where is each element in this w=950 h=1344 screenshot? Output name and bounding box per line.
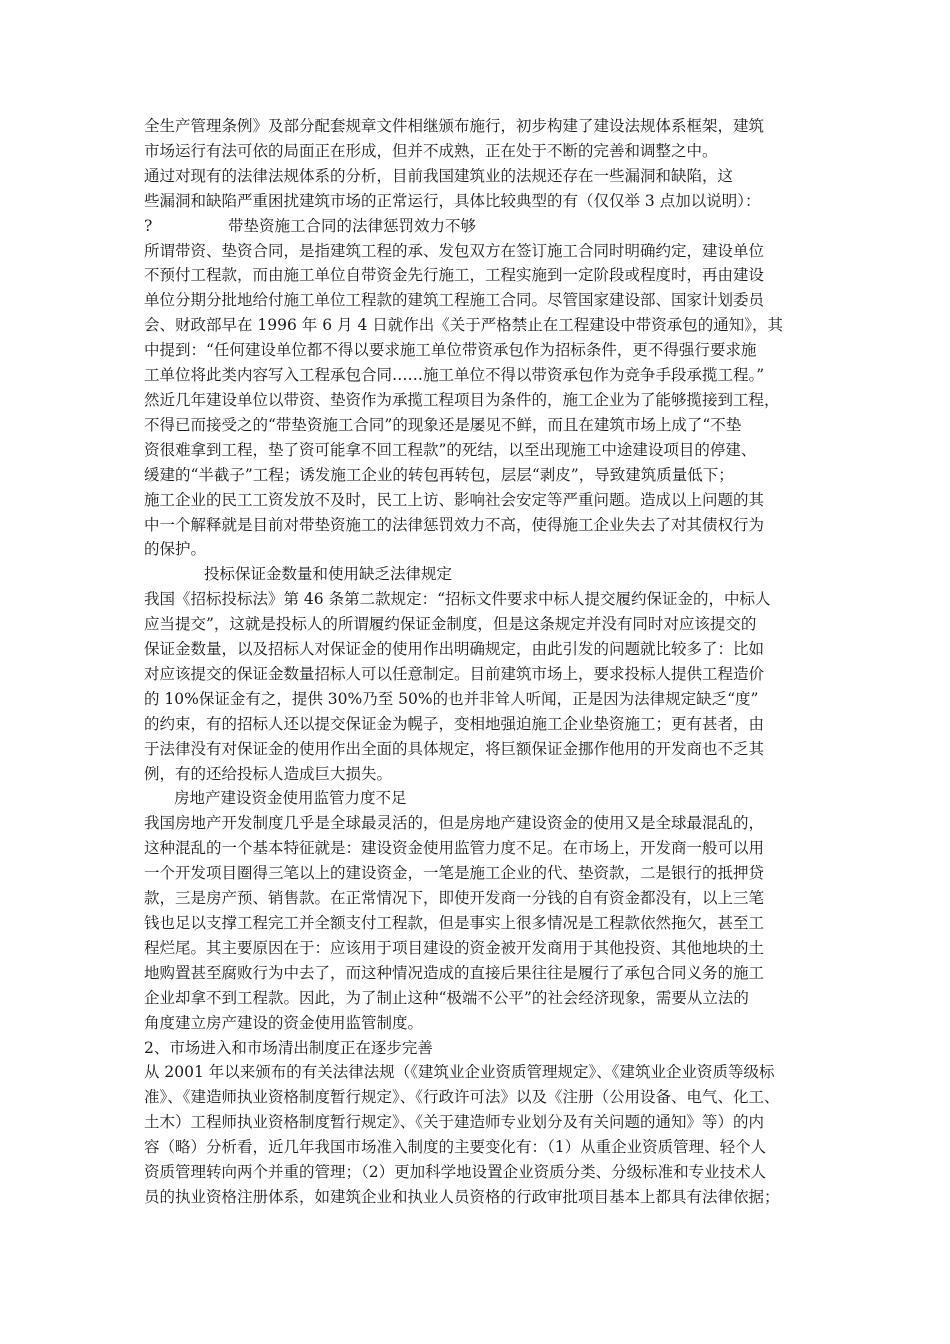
text-line: 不得已而接受之的“带垫资施工合同”的现象还是屡见不鲜，而且在建筑市场上成了“不垫 <box>144 415 742 434</box>
text-line: 的 10%保证金有之，提供 30%乃至 50%的也并非耸人听闻，正是因为法律规定缺乏“度” <box>144 689 759 708</box>
text-line: 角度建立房产建设的资金使用监管制度。 <box>144 1013 424 1032</box>
text-line: 企业却拿不到工程款。因此，为了制止这种“极端不公平”的社会经济现象，需要从立法的 <box>144 988 749 1007</box>
text-line: 一个开发项目圈得三笔以上的建设资金，一笔是施工企业的代、垫资款，二是银行的抵押贷 <box>144 864 765 883</box>
text-line: 工单位将此类内容写入工程承包合同……施工单位不得以带资承包作为竞争手段承揽工程。” <box>144 366 765 385</box>
text-line: 准》、《建造师执业资格制度暂行规定》、《行政许可法》以及《注册（公用设备、电气、化工、 <box>144 1088 780 1107</box>
section-4-body <box>144 1060 820 1209</box>
heading-title: 房地产建设资金使用监管力度不足 <box>174 789 407 808</box>
text-line: 例，有的还给投标人造成巨大损失。 <box>144 764 393 783</box>
text-line: 市场运行有法可依的局面正在形成，但并不成熟，正在处于不断的完善和调整之中。 <box>144 141 718 160</box>
text-line: 地购置甚至腐败行为中去了，而这种情况造成的直接后果往往是履行了承包合同义务的施工 <box>144 963 765 982</box>
text-line: 通过对现有的法律法规体系的分析，目前我国建筑业的法规还存在一些漏洞和缺陷，这 <box>144 166 734 185</box>
heading-line <box>144 214 820 239</box>
text-line: 施工企业的民工工资发放不及时，民工上访、影响社会安定等严重问题。造成以上问题的其 <box>144 490 765 509</box>
paragraph-intro-end <box>144 114 820 164</box>
text-line: 程烂尾。其主要原因在于：应该用于项目建设的资金被开发商用于其他投资、其他地块的土 <box>144 938 765 957</box>
section-heading-1 <box>144 214 820 239</box>
text-line: 中一个解释就是目前对带垫资施工的法律惩罚效力不高，使得施工企业失去了对其债权行为 <box>144 515 765 534</box>
text-line: 从 2001 年以来颁布的有关法律法规（《建筑业企业资质管理规定》、《建筑业企业资质等级标 <box>144 1063 775 1082</box>
text-line: 然近几年建设单位以带资、垫资作为承揽工程项目为条件的，施工企业为了能够揽接到工程， <box>144 390 780 409</box>
text-line: 款，三是房产预、销售款。在正常情况下，即使开发商一分钱的自有资金都没有，以上三笔 <box>144 889 765 908</box>
text-line: 我国《招标投标法》第 46 条第二款规定：“招标文件要求中标人提交履约保证金的，中标人 <box>144 590 771 609</box>
text-line: 所谓带资、垫资合同，是指建筑工程的承、发包双方在签订施工合同时明确约定，建设单位 <box>144 241 765 260</box>
text-line: 于法律没有对保证金的使用作出全面的具体规定，将巨额保证金挪作他用的开发商也不乏其 <box>144 739 765 758</box>
text-line: 资很难拿到工程，垫了资可能拿不回工程款”的死结，以至出现施工中途建设项目的停建、 <box>144 440 757 459</box>
text-line: 钱也足以支撑工程完工并全额支付工程款，但是事实上很多情况是工程款依然拖欠，甚至工 <box>144 914 765 932</box>
text-line: 对应该提交的保证金数量招标人可以任意制定。目前建筑市场上，要求投标人提供工程造价 <box>144 664 765 683</box>
heading-title: 2、市场进入和市场清出制度正在逐步完善 <box>144 1038 433 1057</box>
text-line: 应当提交”，这就是投标人的所谓履约保证金制度，但是这条规定并没有同时对应该提交的 <box>144 615 757 634</box>
text-line: 全生产管理条例》及部分配套规章文件相继颁布施行，初步构建了建设法规体系框架，建筑 <box>144 117 765 135</box>
text-line: 保证金数量，以及招标人对保证金的使用作出明确规定，由此引发的问题就比较多了：比如 <box>144 640 765 659</box>
text-line: 员的执业资格注册体系，如建筑企业和执业人员资格的行政审批项目基本上都具有法律依据； <box>144 1187 780 1206</box>
section-heading-2 <box>144 562 820 587</box>
paragraph-analysis <box>144 164 820 214</box>
text-line: 些漏洞和缺陷严重困扰建筑市场的正常运行，具体比较典型的有（仅仅举 3 点加以说明）： <box>144 191 761 210</box>
text-line: 这种混乱的一个基本特征就是：建设资金使用监管力度不足。在市场上，开发商一般可以用 <box>144 839 765 858</box>
section-2-body <box>144 587 820 786</box>
text-line: 会、财政部早在 1996 年 6 月 4 日就作出《关于严格禁止在工程建设中带资承包的通知》，其 <box>144 316 783 335</box>
text-line: 的保护。 <box>144 540 207 559</box>
section-heading-4 <box>144 1036 820 1061</box>
text-line: 中提到：“任何建设单位都不得以要求施工单位带资承包作为招标条件，更不得强行要求施 <box>144 341 757 360</box>
text-line: 我国房地产开发制度几乎是全球最灵活的，但是房地产建设资金的使用又是全球最混乱的， <box>144 814 765 833</box>
section-heading-3 <box>144 786 820 811</box>
text-line: 不预付工程款，而由施工单位自带资金先行施工，工程实施到一定阶段或程度时，再由建设 <box>144 266 765 285</box>
section-3-body <box>144 811 820 1035</box>
text-line: 缓建的“半截子”工程；诱发施工企业的转包再转包，层层“剥皮”，导致建筑质量低下； <box>144 465 734 484</box>
text-line: 单位分期分批地给付施工单位工程款的建筑工程施工合同。尽管国家建设部、国家计划委员 <box>144 291 765 310</box>
text-line: 的约束，有的招标人还以提交保证金为幌子，变相地强迫施工企业垫资施工；更有甚者，由 <box>144 714 765 733</box>
text-line: 容（略）分析看，近几年我国市场准入制度的主要变化有：（1）从重企业资质管理、轻个人 <box>144 1138 767 1157</box>
bullet-marker: ? <box>144 216 153 235</box>
heading-title: 投标保证金数量和使用缺乏法律规定 <box>204 565 453 584</box>
section-1-body <box>144 239 820 563</box>
document-page <box>144 114 820 1210</box>
heading-title: 带垫资施工合同的法律惩罚效力不够 <box>228 216 477 235</box>
text-line: 土木）工程师执业资格制度暂行规定》、《关于建造师专业划分及有关问题的通知》等）的内 <box>144 1113 765 1132</box>
text-line: 资质管理转向两个并重的管理；（2）更加科学地设置企业资质分类、分级标准和专业技术人 <box>144 1163 767 1182</box>
